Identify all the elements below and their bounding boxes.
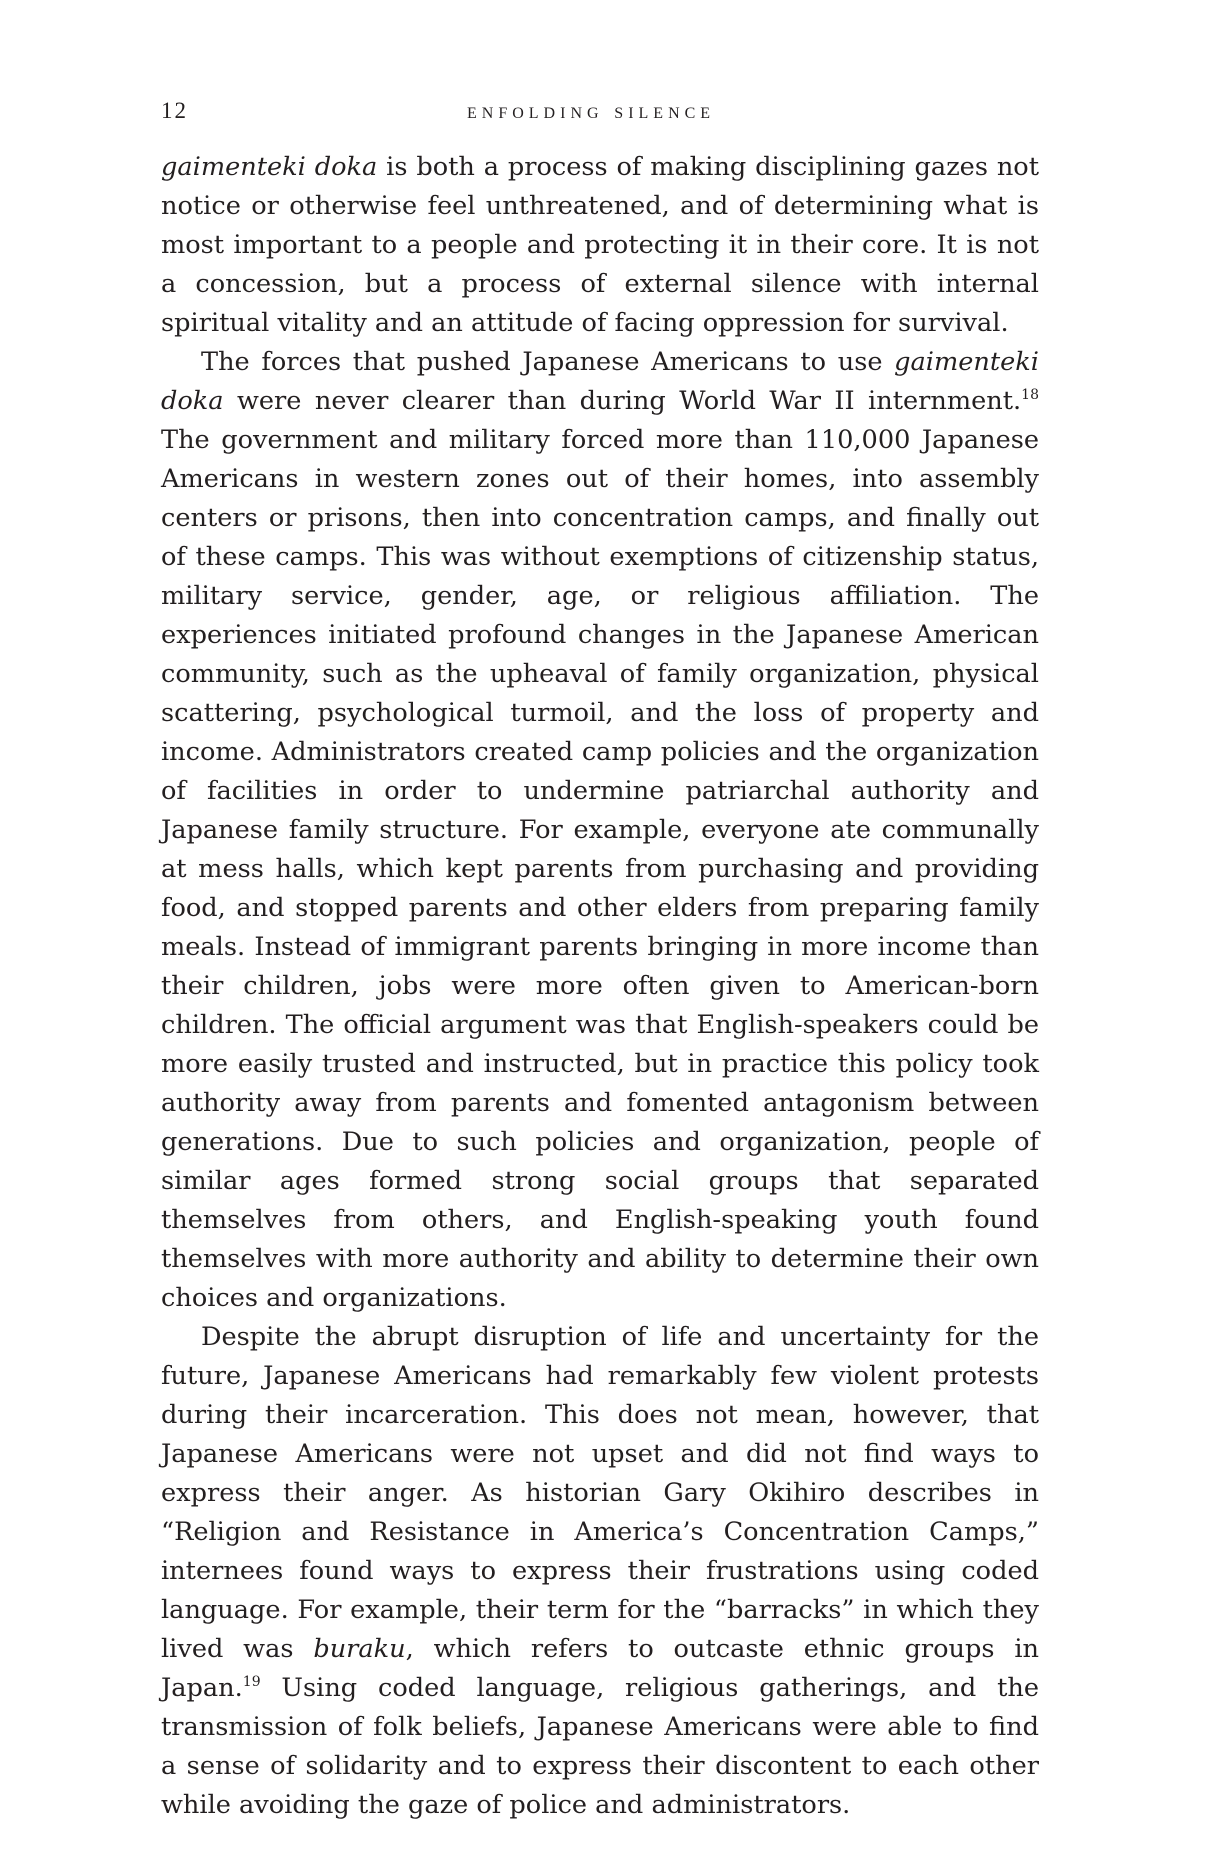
italic-term: gaimenteki doka (161, 347, 1039, 416)
italic-term: buraku (313, 1634, 406, 1664)
paragraph-1 (161, 148, 1039, 343)
paragraph-2 (161, 343, 1039, 1318)
footnote-marker: 18 (1021, 387, 1039, 403)
running-title: enfolding silence (467, 98, 716, 123)
paragraph-3 (161, 1318, 1039, 1825)
italic-term: gaimenteki doka (161, 152, 378, 182)
paragraph-text: were never clearer than during World War II internment. (223, 386, 1022, 416)
page-number: 12 (161, 98, 188, 123)
paragraph-text: The government and military forced more than 110,000 Japanese Americans in western zones out of their homes, into assembly centers or prisons, then into concentration camps, and finally out of these camps. This was without exemptions of citizenship status, military service, gender, age, or religious affiliation. The experiences initiated profound changes in the Japanese American community, such as the upheaval of family organization, physical scattering, psychological turmoil, and the loss of property and income. Administrators created camp policies and the organization of facilities in order to undermine patriarchal authority and Japanese family structure. For example, everyone ate communally at mess halls, which kept parents from purchasing and providing food, and stopped parents and other elders from preparing family meals. Instead of immigrant parents bringing in more income than their children, jobs were more often given to American-born children. The official argument was that English-speakers could be more easily trusted and instructed, but in practice this policy took authority away from parents and fomented antagonism between generations. Due to such policies and organization, people of similar ages formed strong social groups that separated themselves from others, and English-speaking youth found themselves with more authority and ability to determine their own choices and organizations. (161, 425, 1039, 1313)
paragraph-text: Despite the abrupt disruption of life and uncertainty for the future, Japanese Americans had remarkably few violent protests during their incarceration. This does not mean, however, that Japanese Americans were not upset and did not find ways to express their anger. As historian Gary Okihiro describes in “Religion and Resistance in America’s Concentration Camps,” internees found ways to express their frustrations using coded language. For example, their term for the “barracks” in which they lived was (161, 1322, 1039, 1664)
footnote-marker: 19 (242, 1674, 261, 1690)
paragraph-text: The forces that pushed Japanese Americans to use (201, 347, 895, 377)
paragraph-text: is both a process of making disciplining gazes not notice or otherwise feel unthreatened, and of determining what is most important to a people and protecting it in their core. It is not a concession, but a process of external silence with internal spiritual vitality and an attitude of facing oppression for survival. (161, 152, 1039, 338)
body-text (161, 148, 1039, 1825)
paragraph-text: Using coded language, religious gatherings, and the transmission of folk beliefs, Japanese Americans were able to find a sense of solidarity and to express their discontent to each other while avoiding the gaze of police and administrators. (161, 1673, 1039, 1820)
paragraph-text: , which refers to outcaste ethnic groups in Japan. (161, 1634, 1039, 1703)
running-head (161, 98, 1039, 128)
